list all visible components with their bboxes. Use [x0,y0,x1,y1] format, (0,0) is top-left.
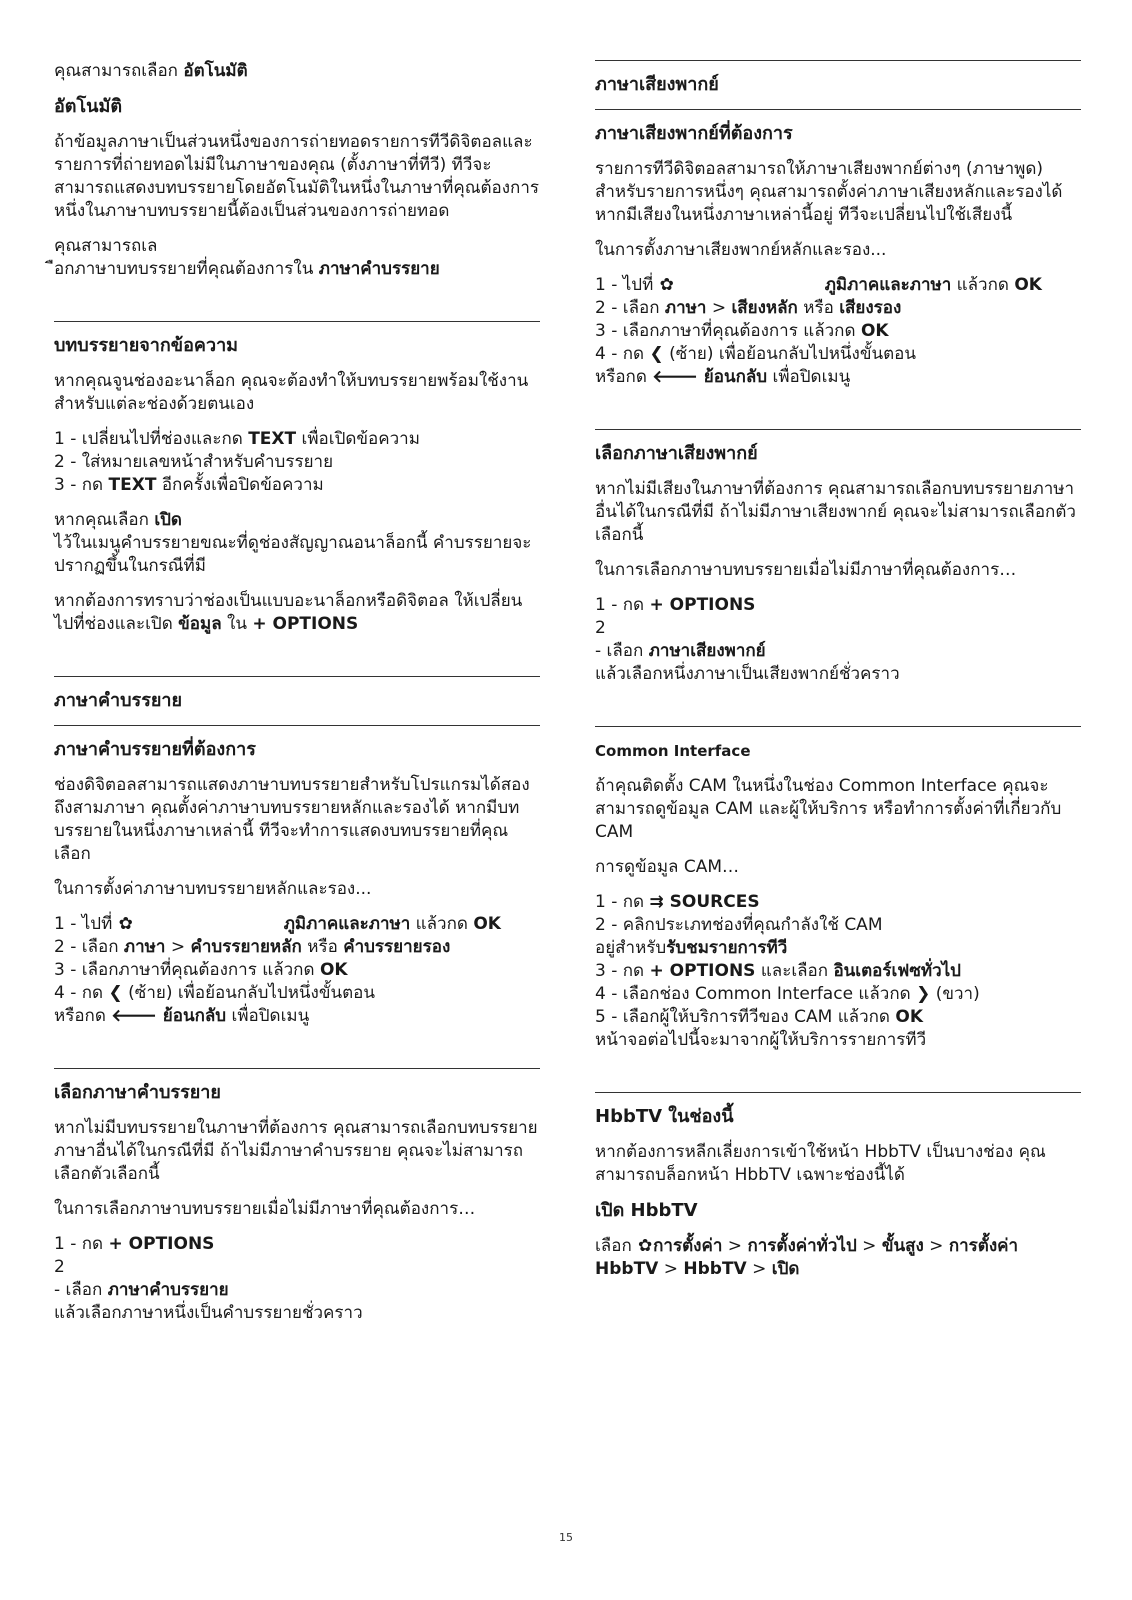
gear-icon: ✿ [638,1236,653,1256]
step-2: 2 - เลือก ภาษา > เสียงหลัก หรือ เสียงรอง [595,298,902,318]
preferred-subtitle-steps [54,913,540,1028]
hbbtv-desc: หากต้องการหลีกเลี่ยงการเข้าใช้หน้า HbbTV เป็นบางช่อง คุณสามารถบล็อกหน้า HbbTV เฉพาะช่องนี้ได้ [595,1142,1046,1185]
step-2: 2 - เลือก ภาษา > คำบรรยายหลัก หรือ คำบรรยายรอง [54,937,451,957]
step-2: 2 - ใส่หมายเลขหน้าสำหรับคำบรรยาย [54,452,334,472]
gear-icon: ✿ [118,914,133,934]
preferred-subtitle-desc: ช่องดิจิตอลสามารถแสดงภาษาบทบรรยายสำหรับโปรแกรมได้สองถึงสามภาษา คุณตั้งค่าภาษาบทบรรยายหลักและรองได้ หากมีบทบรรยายในหนึ่งภาษาเหล่านี้ ทีวีจะทำการแสดงบทบรรยายที่คุณเลือก [54,775,530,864]
select-subtitle-desc: หากไม่มีบทบรรยายในภาษาที่ต้องการ คุณสามารถเลือกบทบรรยายภาษาอื่นได้ในกรณีที่มี ถ้าไม่มีภาษาคำบรรยาย คุณจะไม่สามารถเลือกตัวเลือกนี้ [54,1118,538,1184]
select-subtitle-steps [54,1233,540,1325]
preferred-audio-steps [595,274,1081,389]
step-1: 1 - เปลี่ยนไปที่ช่องและกด TEXT เพื่อเปิดข้อความ [54,429,420,449]
select-audio-desc: หากไม่มีเสียงในภาษาที่ต้องการ คุณสามารถเลือกบทบรรยายภาษาอื่นได้ในกรณีที่มี ถ้าไม่มีภาษาเสียงพากย์ คุณจะไม่สามารถเลือกตัวเลือกนี้ [595,479,1076,545]
select-audio-lead: ในการเลือกภาษาบทบรรยายเมื่อไม่มีภาษาที่คุณต้องการ… [595,560,1017,580]
step-2b: อยู่สำหรับรับชมรายการทีวี [595,938,788,958]
step-1: 1 - ไปที่ ✿ ภูมิภาคและภาษา แล้วกด OK [595,275,1042,295]
step-1: 1 - กด ⇉ SOURCES [595,892,760,912]
preferred-subtitle-heading: ภาษาคำบรรยายที่ต้องการ [54,739,256,760]
preferred-audio [595,109,1081,389]
hbbtv-path: เลือก ✿การตั้งค่า > การตั้งค่าทั่วไป > ขั้นสูง > การตั้งค่า HbbTV > HbbTV > เปิด [595,1236,1019,1279]
audio-language-heading: ภาษาเสียงพากย์ [595,74,719,95]
step-2: 2 [595,618,606,638]
common-interface-steps [595,891,1081,1052]
step-5: หรือกด 🡐 ย้อนกลับ เพื่อปิดเมนู [54,1006,310,1026]
audio-language-section [595,60,1081,389]
step-3: 3 - เลือกภาษาที่คุณต้องการ แล้วกด OK [54,960,348,980]
step-2: 2 - คลิกประเภทช่องที่คุณกำลังใช้ CAM [595,915,883,935]
intro-text: คุณสามารถเลือก อัตโนมัติ [54,61,248,81]
select-audio-heading: เลือกภาษาเสียงพากย์ [595,443,758,464]
step-4: 4 - เลือกช่อง Common Interface แล้วกด ❯ (ขวา) [595,984,980,1004]
step-3: 3 - กด TEXT อีกครั้งเพื่อปิดข้อความ [54,475,324,495]
preferred-subtitle-lead: ในการตั้งค่าภาษาบทบรรยายหลักและรอง... [54,879,372,899]
step-4: 4 - กด ❮ (ซ้าย) เพื่อย้อนกลับไปหนึ่งขั้นตอน [54,983,375,1003]
teletext-open-line: หากคุณเลือก เปิด [54,510,182,530]
step-1: 1 - กด + OPTIONS [595,595,756,615]
step-5: 5 - เลือกผู้ให้บริการทีวีของ CAM แล้วกด OK [595,1007,923,1027]
teletext-info: หากต้องการทราบว่าช่องเป็นแบบอะนาล็อกหรือดิจิตอล ให้เปลี่ยนไปที่ช่องและเปิด ข้อมูล ใน + OPTIONS [54,591,523,634]
teletext-steps [54,428,540,497]
preferred-audio-heading: ภาษาเสียงพากย์ที่ต้องการ [595,123,793,144]
right-column [595,60,1081,1293]
teletext-section [54,321,540,636]
select-audio-steps [595,594,1081,686]
common-interface-section [595,726,1081,1052]
auto-paragraph-2: คุณสามารถเล ือกภาษาบทบรรยายที่คุณต้องการใน ภาษาคำบรรยาย [54,236,440,279]
step-3: 3 - เลือกภาษาที่คุณต้องการ แล้วกด OK [595,321,889,341]
common-interface-lead: การดูข้อมูล CAM… [595,857,740,877]
step-3: - เลือก ภาษาเสียงพากย์ [595,641,766,661]
teletext-open-desc: ไว้ในเมนูคำบรรยายขณะที่ดูช่องสัญญาณอนาล็อกนี้ คำบรรยายจะปรากฏขึ้นในกรณีที่มี [54,533,532,576]
select-subtitle-lead: ในการเลือกภาษาบทบรรยายเมื่อไม่มีภาษาที่คุณต้องการ… [54,1199,476,1219]
select-subtitle-heading: เลือกภาษาคำบรรยาย [54,1082,221,1103]
subtitle-language-heading: ภาษาคำบรรยาย [54,690,183,711]
hbbtv-heading: HbbTV ในช่องนี้ [595,1106,734,1127]
subtitle-language-section [54,676,540,1028]
step-3: - เลือก ภาษาคำบรรยาย [54,1280,229,1300]
step-1: 1 - กด + OPTIONS [54,1234,215,1254]
hbbtv-sub-heading: เปิด HbbTV [595,1200,698,1221]
step-4: 4 - กด ❮ (ซ้าย) เพื่อย้อนกลับไปหนึ่งขั้นตอน [595,344,916,364]
step-5: หรือกด 🡐 ย้อนกลับ เพื่อปิดเมนู [595,367,851,387]
auto-paragraph: ถ้าข้อมูลภาษาเป็นส่วนหนึ่งของการถ่ายทอดรายการทีวีดิจิตอลและรายการที่ถ่ายทอดไม่มีในภาษาของคุณ (ตั้งภาษาที่ทีวี) ทีวีจะสามารถแสดงบทบรรยายโดยอัตโนมัติในหนึ่งในภาษาที่คุณต้องการ หนึ่งในภาษาบทบรรยายนี้ต้องเป็นส่วนของการถ่ายทอด [54,132,540,221]
teletext-heading: บทบรรยายจากข้อความ [54,335,239,356]
gear-icon: ✿ [659,275,674,295]
step-1: 1 - ไปที่ ✿ ภูมิภาคและภาษา แล้วกด OK [54,914,501,934]
common-interface-desc: ถ้าคุณติดตั้ง CAM ในหนึ่งในช่อง Common Interface คุณจะสามารถดูข้อมูล CAM และผู้ให้บริการ หรือทำการตั้งค่าที่เกี่ยวกับ CAM [595,776,1062,842]
left-column [54,60,540,1337]
step-4: แล้วเลือกหนึ่งภาษาเป็นเสียงพากย์ชั่วคราว [595,664,900,684]
common-interface-heading: Common Interface [595,742,751,760]
preferred-audio-lead: ในการตั้งภาษาเสียงพากย์หลักและรอง... [595,240,887,260]
auto-heading: อัตโนมัติ [54,96,123,117]
step-4: แล้วเลือกภาษาหนึ่งเป็นคำบรรยายชั่วคราว [54,1303,363,1323]
step-3: 3 - กด + OPTIONS และเลือก อินเตอร์เฟซทั่วไป [595,961,961,981]
select-audio-section [595,429,1081,686]
preferred-audio-desc: รายการทีวีดิจิตอลสามารถให้ภาษาเสียงพากย์ต่างๆ (ภาษาพูด) สำหรับรายการหนึ่งๆ คุณสามารถตั้งค่าภาษาเสียงหลักและรองได้ หากมีเสียงในหนึ่งภาษาเหล่านี้อยู่ ทีวีจะเปลี่ยนไปใช้เสียงนี้ [595,159,1063,225]
step-2: 2 [54,1257,65,1277]
page-number: 15 [559,1531,573,1544]
preferred-subtitle [54,725,540,1028]
teletext-intro: หากคุณจูนช่องอะนาล็อก คุณจะต้องทำให้บทบรรยายพร้อมใช้งานสำหรับแต่ละช่องด้วยตนเอง [54,371,529,414]
step-6: หน้าจอต่อไปนี้จะมาจากผู้ให้บริการรายการทีวี [595,1030,927,1050]
hbbtv-section [595,1092,1081,1281]
select-subtitle-section [54,1068,540,1325]
